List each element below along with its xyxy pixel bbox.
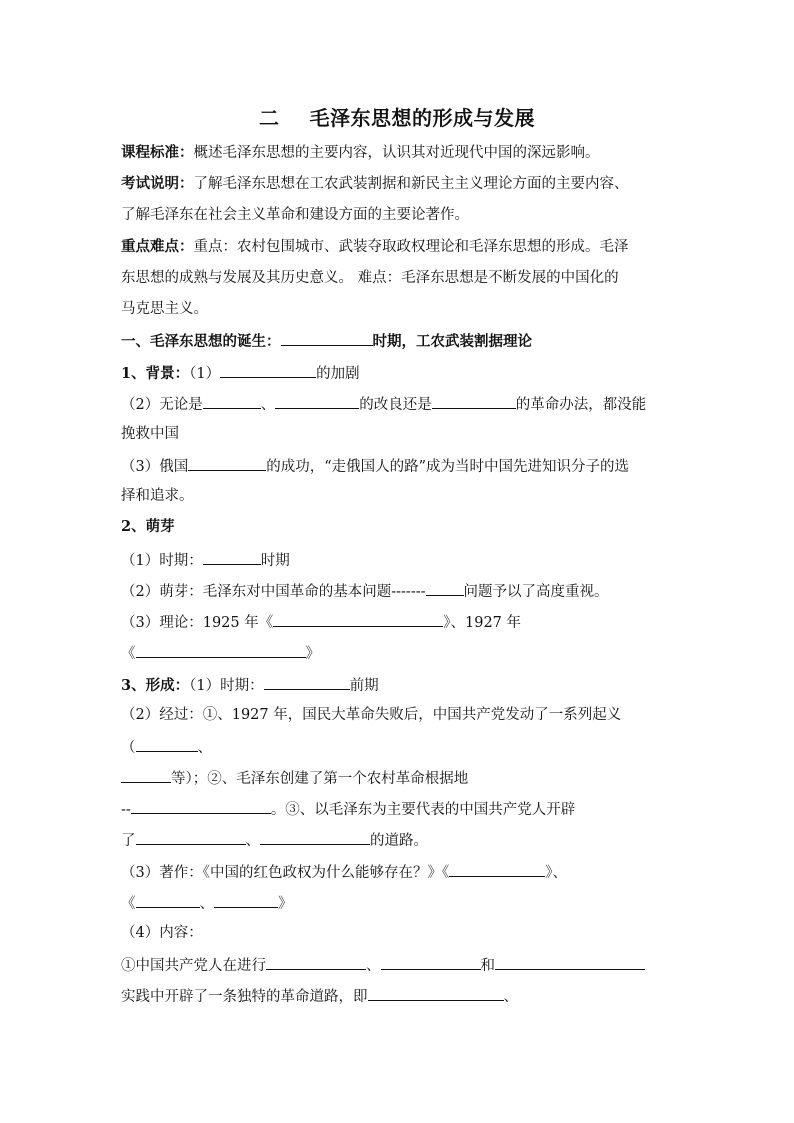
form-text: 的道路。 <box>370 833 428 849</box>
title-number: 二 <box>259 106 280 130</box>
blank[interactable] <box>131 798 271 814</box>
form-line-7 <box>121 861 567 883</box>
form-text: 、 <box>366 958 381 974</box>
exam-note-label: 考试说明： <box>121 175 194 192</box>
blank[interactable] <box>381 954 481 970</box>
form-line-1 <box>121 674 379 696</box>
form-text: （3）著作：《中国的红色政权为什么能够存在？》《 <box>121 865 450 881</box>
blank[interactable] <box>281 330 373 346</box>
blank[interactable] <box>214 892 278 908</box>
form-text: 《 <box>121 896 136 912</box>
form-text: 、 <box>197 740 212 756</box>
blank[interactable] <box>220 362 316 378</box>
course-standard-text: 概述毛泽东思想的主要内容，认识其对近现代中国的深远影响。 <box>193 145 600 161</box>
sprout-text: 《 <box>121 646 136 662</box>
sprout-line-4 <box>121 642 320 664</box>
bg-text: （2）无论是 <box>121 397 203 413</box>
form-text: 等）；②、毛泽东创建了第一个农村革命根据地 <box>171 771 469 787</box>
form-text: 了 <box>121 833 136 849</box>
blank[interactable] <box>368 985 504 1001</box>
form-text: 实践中开辟了一条独特的革命道路，即 <box>121 989 368 1005</box>
blank[interactable] <box>136 892 200 908</box>
background-label: 1、背景： <box>121 365 190 382</box>
blank[interactable] <box>432 393 516 409</box>
sprout-text: （1）时期： <box>121 553 203 569</box>
form-text: 、 <box>199 896 214 912</box>
background-line-5: 择和追求。 <box>121 488 194 504</box>
blank[interactable] <box>426 580 464 596</box>
blank[interactable] <box>136 642 306 658</box>
focus-text-1: 重点：农村包围城市、武装夺取政权理论和毛泽东思想的形成。毛泽 <box>193 239 629 255</box>
bg-text: （3）俄国 <box>121 459 189 475</box>
background-line-3: 挽救中国 <box>121 426 179 442</box>
bg-text: 的革命办法，都没能 <box>515 397 647 413</box>
blank[interactable] <box>273 611 443 627</box>
bg-text: 的改良还是 <box>359 397 432 413</box>
blank[interactable] <box>121 767 171 783</box>
focus-line-3: 马克思主义。 <box>121 301 208 317</box>
sprout-text: （2）萌芽：毛泽东对中国革命的基本问题------- <box>121 584 426 600</box>
form-line-10 <box>121 954 645 976</box>
form-label: 3、形成： <box>121 677 190 694</box>
blank[interactable] <box>136 829 246 845</box>
blank[interactable] <box>203 393 261 409</box>
focus-label: 重点难点： <box>121 238 194 255</box>
blank[interactable] <box>203 549 261 565</box>
form-line-2: （2）经过：①、1927 年，国民大革命失败后，中国共产党发动了一系列起义 <box>121 707 622 723</box>
sprout-text: 时期 <box>260 553 290 569</box>
sprout-label: 2、萌芽 <box>121 518 175 535</box>
section-1-heading-b: 时期，工农武装割据理论 <box>372 333 532 350</box>
sprout-line-1 <box>121 549 290 571</box>
form-text: ①中国共产党人在进行 <box>121 958 266 974</box>
sprout-line-3 <box>121 611 521 633</box>
form-line-11 <box>121 985 518 1007</box>
course-standard-line <box>121 143 600 163</box>
form-text: 、 <box>245 833 260 849</box>
form-line-4 <box>121 767 468 789</box>
bg-text: 、 <box>260 397 276 413</box>
blank[interactable] <box>260 829 370 845</box>
course-standard-label: 课程标准： <box>121 144 194 161</box>
form-line-3 <box>121 736 212 758</box>
sprout-text: 问题予以了高度重视。 <box>463 584 609 600</box>
blank[interactable] <box>264 674 350 690</box>
blank[interactable] <box>275 393 359 409</box>
sprout-text: （3）理论：1925 年《 <box>121 615 274 631</box>
blank[interactable] <box>266 954 366 970</box>
form-line-9: （4）内容： <box>121 925 203 941</box>
form-line-5 <box>121 798 575 820</box>
bg-text: 的加剧 <box>316 366 360 382</box>
exam-note-line-2: 了解毛泽东在社会主义革命和建设方面的主要论著作。 <box>121 207 469 223</box>
form-line-8 <box>121 892 293 914</box>
form-text: 》 <box>278 896 293 912</box>
section-1-heading-a: 一、毛泽东思想的诞生： <box>121 333 281 350</box>
focus-line-1 <box>121 237 629 257</box>
sprout-text: 》 <box>305 646 320 662</box>
blank[interactable] <box>136 736 198 752</box>
page-title <box>0 102 794 131</box>
sprout-line-2 <box>121 580 609 602</box>
form-text: 和 <box>480 958 495 974</box>
form-text: 。③、以毛泽东为主要代表的中国共产党人开辟 <box>270 802 576 818</box>
blank[interactable] <box>188 455 266 471</box>
form-text: （ <box>121 740 136 756</box>
blank[interactable] <box>495 954 645 970</box>
background-line-4 <box>121 455 629 477</box>
section-1-heading <box>121 330 532 352</box>
form-text: 前期 <box>349 678 379 694</box>
form-text: 、 <box>503 989 518 1005</box>
exam-note-line-1 <box>121 174 629 194</box>
form-line-6 <box>121 829 428 851</box>
sprout-text: 》、1927 年 <box>443 615 522 631</box>
form-text: （1）时期： <box>189 678 264 694</box>
blank[interactable] <box>449 861 545 877</box>
bg-text: （1） <box>189 366 221 382</box>
background-line-1 <box>121 362 360 384</box>
title-text: 毛泽东思想的形成与发展 <box>309 106 535 130</box>
focus-line-2: 东思想的成熟与发展及其历史意义。 难点：毛泽东思想是不断发展的中国化的 <box>121 270 619 286</box>
bg-text: 的成功，“走俄国人的路”成为当时中国先进知识分子的选 <box>266 459 630 475</box>
exam-note-text-1: 了解毛泽东思想在工农武装割据和新民主主义理论方面的主要内容、 <box>193 176 629 192</box>
background-line-2 <box>121 393 646 415</box>
form-text: 》、 <box>545 865 567 881</box>
form-text: -- <box>121 802 131 818</box>
